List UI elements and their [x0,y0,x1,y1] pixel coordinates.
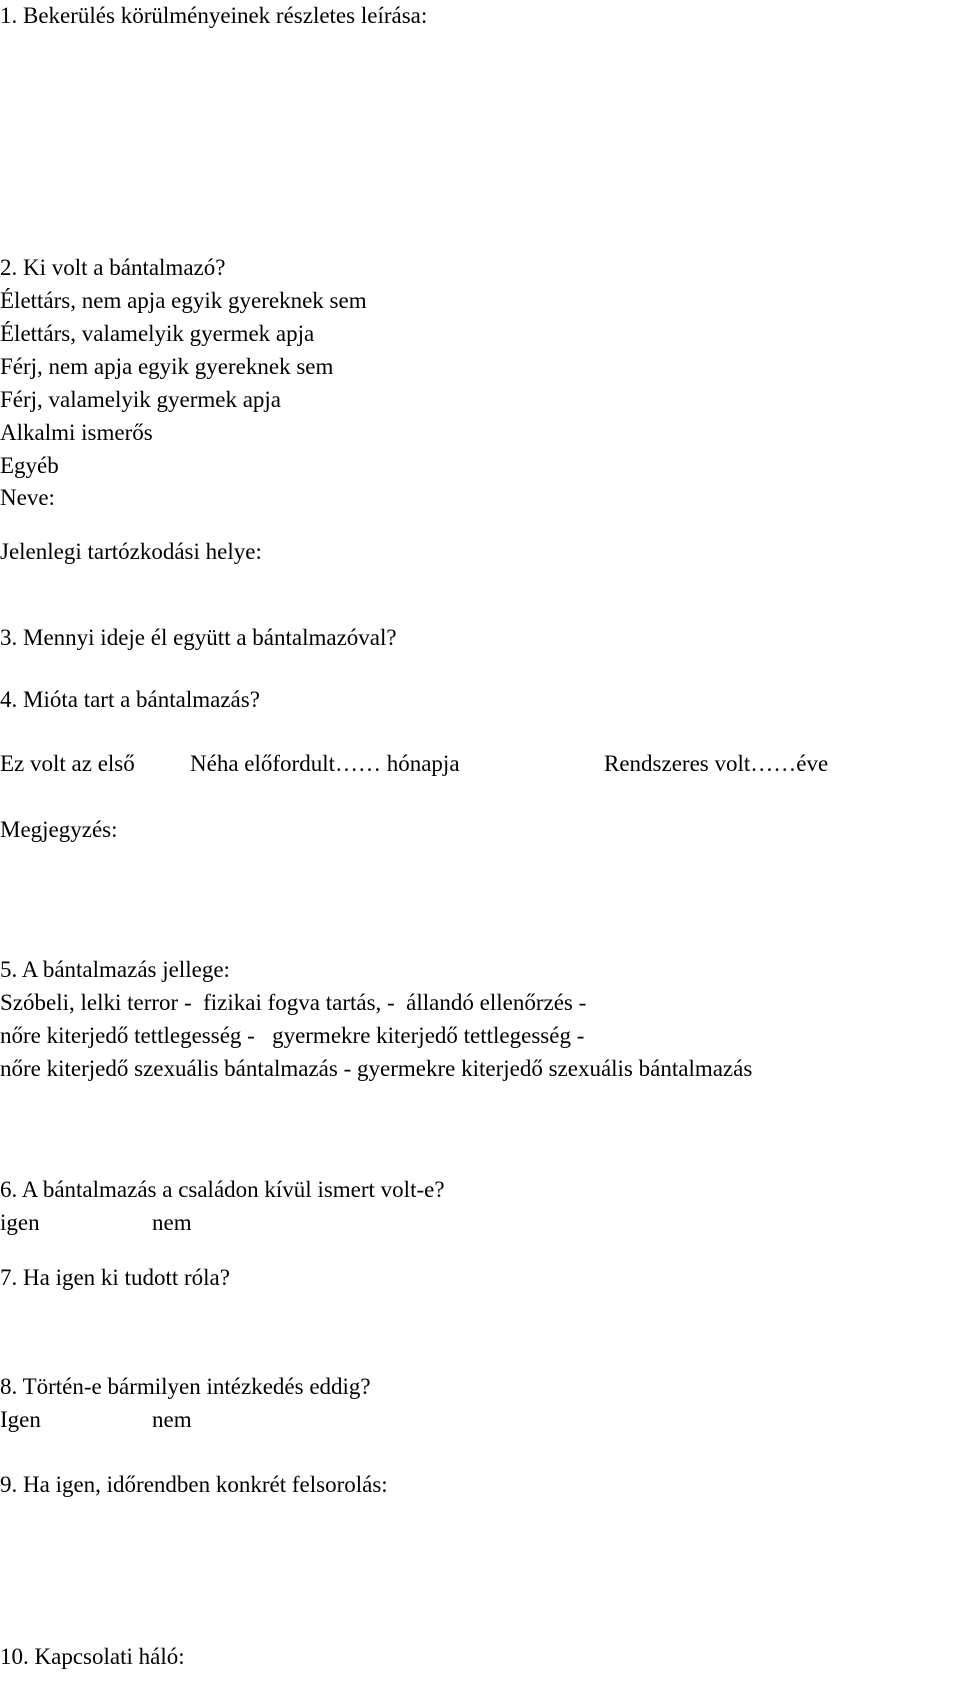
note-label: Megjegyzés: [0,817,118,842]
question-4-title: 4. Mióta tart a bántalmazás? [0,687,260,712]
abuse-type-line: Szóbeli, lelki terror - fizikai fogva tartás, - állandó ellenőrzés - [0,990,587,1015]
abuser-option: Élettárs, valamelyik gyermek apja [0,321,315,346]
option-yes: igen [0,1210,40,1235]
question-1-title: 1. Bekerülés körülményeinek részletes leírása: [0,3,428,28]
residence-label: Jelenlegi tartózkodási helye: [0,539,262,564]
question-5-title: 5. A bántalmazás jellege: [0,957,230,982]
question-10-title: 10. Kapcsolati háló: [0,1644,185,1669]
option-yes: Igen [0,1407,41,1432]
question-9-title: 9. Ha igen, időrendben konkrét felsorolás: [0,1472,388,1497]
abuser-option: Férj, valamelyik gyermek apja [0,387,282,412]
question-2-title: 2. Ki volt a bántalmazó? [0,255,226,280]
duration-option-sometimes: Néha előfordult…… hónapja [190,751,460,776]
option-no: nem [152,1210,192,1235]
abuser-option: Férj, nem apja egyik gyereknek sem [0,354,334,379]
question-6-title: 6. A bántalmazás a családon kívül ismert volt-e? [0,1177,445,1202]
abuser-option: Egyéb [0,453,59,478]
abuse-type-line: nőre kiterjedő tettlegesség - gyermekre kiterjedő tettlegesség - [0,1023,585,1048]
abuser-option: Alkalmi ismerős [0,420,153,445]
abuser-option: Élettárs, nem apja egyik gyereknek sem [0,288,367,313]
question-7-title: 7. Ha igen ki tudott róla? [0,1265,230,1290]
abuser-name-label: Neve: [0,485,55,510]
question-8-title: 8. Történ-e bármilyen intézkedés eddig? [0,1374,371,1399]
option-no: nem [152,1407,192,1432]
abuse-type-line: nőre kiterjedő szexuális bántalmazás - gyermekre kiterjedő szexuális bántalmazás [0,1056,753,1081]
duration-option-first: Ez volt az első [0,751,135,776]
duration-option-regular: Rendszeres volt……éve [604,751,829,776]
question-3-title: 3. Mennyi ideje él együtt a bántalmazóval? [0,625,397,650]
